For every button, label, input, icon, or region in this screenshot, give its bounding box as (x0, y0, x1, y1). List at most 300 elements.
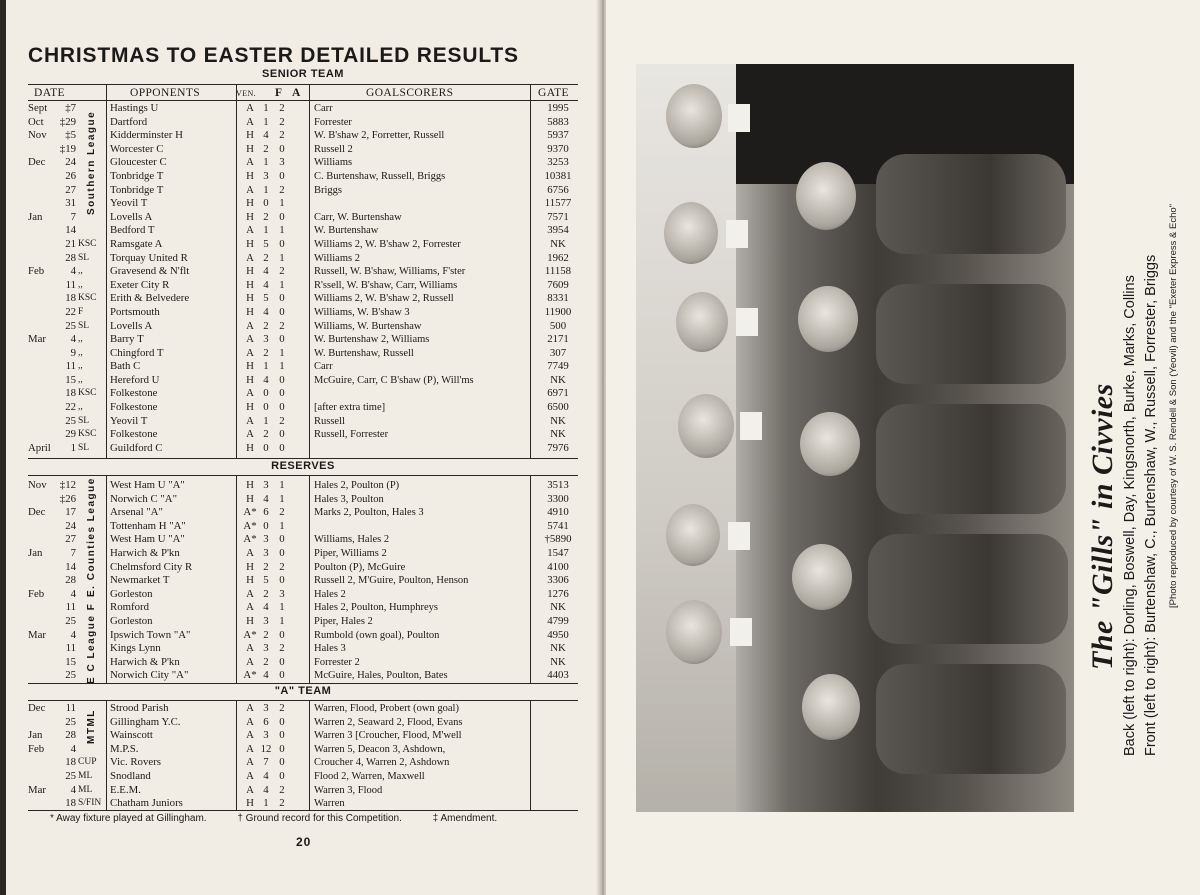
opponent: Harwich & P'kn (110, 655, 180, 668)
gate: 3306 (547, 574, 569, 587)
player-head (664, 202, 718, 264)
venue: A (246, 319, 254, 332)
goals-against: 0 (279, 546, 285, 559)
gate: 4799 (547, 614, 569, 627)
venue: H (246, 142, 254, 155)
photo-credit: [Photo reproduced by courtesy of W. S. Rendell & Son (Yeovil) and the "Exeter Express & Echo" (1168, 203, 1179, 608)
goals-for: 4 (263, 265, 269, 278)
reserves-heading: RESERVES (271, 460, 335, 472)
player-suit (876, 404, 1066, 514)
goals-for: 0 (263, 441, 269, 454)
goalscorers: Carr (314, 361, 333, 373)
gate: 5883 (547, 115, 569, 128)
date-day: 26 (65, 169, 76, 182)
goalscorers: Williams, Hales 2 (314, 534, 390, 546)
goalscorers: [after extra time] (314, 402, 386, 414)
goals-against: 2 (279, 702, 285, 714)
venue: H (246, 237, 254, 250)
opponent: Folkestone (110, 401, 158, 414)
gate: †5890 (544, 533, 572, 546)
table-top-rule (28, 84, 578, 85)
competition: ,, (78, 279, 83, 290)
goals-for: 3 (263, 614, 269, 627)
competition: ,, (78, 347, 83, 358)
opponent: Gloucester C (110, 156, 167, 169)
goals-for: 4 (263, 373, 269, 386)
result-row (28, 102, 588, 116)
venue: A (246, 769, 254, 782)
goals-against: 2 (279, 265, 285, 278)
goals-for: 6 (263, 506, 269, 519)
col-against: A (292, 87, 301, 99)
goals-for: 1 (263, 414, 269, 427)
result-row (28, 533, 588, 547)
venue: H (246, 614, 254, 627)
competition: CUP (78, 757, 97, 768)
venue: A* (243, 506, 257, 519)
goals-against: 2 (279, 319, 285, 332)
competition: SL (78, 320, 90, 331)
result-row (28, 729, 588, 743)
player-head (676, 292, 728, 352)
result-row (28, 415, 588, 429)
goals-against: 2 (279, 797, 285, 810)
date-day: 28 (65, 251, 76, 264)
shirt-collar (726, 220, 748, 248)
opponent: Gillingham Y.C. (110, 715, 181, 728)
gate: 500 (549, 319, 567, 332)
gate: NK (550, 655, 566, 668)
goalscorers: W. B'shaw 2, Forretter, Russell (314, 130, 445, 142)
date-day: 11 (65, 601, 76, 614)
gate: 1995 (547, 102, 569, 114)
opponent: Bath C (110, 360, 141, 373)
date-day: 4 (70, 783, 76, 796)
gate: 1962 (547, 251, 569, 264)
date-day: 29 (65, 428, 76, 441)
result-row (28, 784, 588, 798)
date-day: 25 (65, 715, 76, 728)
opponent: Norwich City "A" (110, 669, 189, 682)
player-head (796, 162, 856, 230)
date-month: Dec (28, 702, 46, 714)
player-suit (876, 664, 1066, 774)
goalscorers: Warren (314, 798, 345, 810)
goalscorers: Marks 2, Poulton, Hales 3 (314, 507, 424, 519)
goalscorers: Poulton (P), McGuire (314, 561, 406, 573)
date-month: Sept (28, 102, 48, 114)
footnotes (50, 813, 525, 824)
venue: A (246, 346, 254, 359)
gate: 4910 (547, 506, 569, 519)
result-row (28, 211, 588, 225)
competition: KSC (78, 293, 97, 304)
date-day: 25 (65, 614, 76, 627)
senior-rows (28, 102, 588, 455)
goals-against: 2 (279, 129, 285, 142)
shirt-collar (728, 522, 750, 550)
date-month: Nov (28, 479, 47, 491)
goals-for: 1 (263, 102, 269, 114)
competition: ,, (78, 361, 83, 372)
shirt-collar (736, 308, 758, 336)
goals-against: 0 (279, 333, 285, 346)
venue: A (246, 251, 254, 264)
goalscorers: Williams, W. Burtenshaw (314, 320, 422, 332)
date-month: Nov (28, 129, 47, 142)
gate: 7571 (547, 210, 569, 223)
goals-for: 3 (263, 479, 269, 491)
opponent: Tottenham H "A" (110, 519, 186, 532)
gate: 11158 (544, 265, 572, 278)
venue: H (246, 197, 254, 210)
date-day: ‡7 (65, 102, 76, 114)
result-row (28, 561, 588, 575)
goalscorers: Croucher 4, Warren 2, Ashdown (314, 757, 450, 769)
goals-for: 12 (260, 742, 272, 755)
result-row (28, 333, 588, 347)
date-day: 11 (65, 642, 76, 655)
venue: H (246, 441, 254, 454)
shirt-collar (740, 412, 762, 440)
gate: 1547 (547, 546, 569, 559)
opponent: Norwich C "A" (110, 492, 177, 505)
gate: 2171 (547, 333, 569, 346)
player-suit (876, 284, 1066, 384)
goals-against: 2 (279, 414, 285, 427)
result-row (28, 756, 588, 770)
goalscorers: R'ssell, W. B'shaw, Carr, Williams (314, 279, 458, 291)
venue: H (246, 360, 254, 373)
venue: H (246, 492, 254, 505)
date-month: Jan (28, 546, 43, 559)
goals-for: 5 (263, 292, 269, 305)
goals-for: 2 (263, 251, 269, 264)
date-day: 4 (70, 265, 76, 278)
goalscorers: Russell (314, 415, 345, 427)
ec-league-label: E C League F (86, 602, 97, 684)
result-row (28, 156, 588, 170)
date-day: 4 (70, 587, 76, 600)
date-day: 22 (65, 305, 76, 318)
date-day: 18 (65, 756, 76, 769)
date-day: 25 (65, 319, 76, 332)
result-row (28, 629, 588, 643)
gate: NK (550, 373, 566, 386)
goals-for: 4 (263, 278, 269, 291)
date-day: ‡19 (59, 142, 76, 155)
col-goalscorers: GOALSCORERS (366, 87, 454, 99)
reserves-bottom-rule (28, 683, 578, 684)
gate: NK (550, 237, 566, 250)
opponent: Chelmsford City R (110, 560, 193, 573)
result-row (28, 143, 588, 157)
result-row (28, 265, 588, 279)
opponent: Newmarket T (110, 574, 170, 587)
venue: A* (243, 519, 257, 532)
player-suit (876, 154, 1066, 254)
gate: NK (550, 642, 566, 655)
result-row (28, 770, 588, 784)
venue: A (246, 546, 254, 559)
gate: NK (550, 601, 566, 614)
date-day: 17 (65, 506, 76, 519)
opponent: Folkestone (110, 428, 158, 441)
goals-for: 2 (263, 210, 269, 223)
goals-for: 2 (263, 587, 269, 600)
result-row (28, 197, 588, 211)
goals-against: 2 (279, 506, 285, 519)
goalscorers: Williams 2 (314, 252, 360, 264)
date-day: 15 (65, 655, 76, 668)
goals-against: 0 (279, 401, 285, 414)
goals-for: 7 (263, 756, 269, 769)
opponent: Chatham Juniors (110, 797, 183, 810)
date-month: Jan (28, 729, 43, 742)
goals-for: 1 (263, 156, 269, 169)
goals-for: 2 (263, 628, 269, 641)
goals-for: 2 (263, 655, 269, 668)
venue: H (246, 210, 254, 223)
gate: 6971 (547, 387, 569, 400)
result-row (28, 401, 588, 415)
result-row (28, 574, 588, 588)
opponent: Wainscott (110, 729, 153, 742)
goals-against: 1 (279, 346, 285, 359)
goalscorers: Warren 3 [Croucher, Flood, M'well (314, 730, 462, 742)
goals-against: 0 (279, 428, 285, 441)
goals-against: 0 (279, 574, 285, 587)
venue: A (246, 601, 254, 614)
goalscorers: Warren 3, Flood (314, 784, 383, 796)
date-month: Jan (28, 210, 43, 223)
goalscorers: Hales 2 (314, 588, 346, 600)
col-gate: GATE (538, 87, 569, 99)
page-number: 20 (296, 835, 312, 849)
goals-against: 0 (279, 769, 285, 782)
result-row (28, 428, 588, 442)
goals-for: 1 (263, 360, 269, 373)
date-day: 4 (70, 628, 76, 641)
goalscorers: Russell, W. B'shaw, Williams, F'ster (314, 266, 466, 278)
competition: SL (78, 442, 90, 453)
venue: A (246, 115, 254, 128)
date-day: 28 (65, 729, 76, 742)
goals-for: 3 (263, 729, 269, 742)
venue: A (246, 156, 254, 169)
result-row (28, 292, 588, 306)
venue: A (246, 715, 254, 728)
result-row (28, 642, 588, 656)
date-day: 7 (70, 210, 76, 223)
goals-for: 1 (263, 183, 269, 196)
goals-against: 0 (279, 169, 285, 182)
result-row (28, 347, 588, 361)
venue: A (246, 587, 254, 600)
goalscorers: Williams, W. B'shaw 3 (314, 306, 410, 318)
goalscorers: Piper, Hales 2 (314, 615, 373, 627)
opponent: Erith & Belvedere (110, 292, 190, 305)
competition: SL (78, 252, 90, 263)
opponent: Barry T (110, 333, 144, 346)
date-day: 11 (65, 278, 76, 291)
date-day: 24 (65, 519, 76, 532)
player-head (792, 544, 852, 610)
goalscorers: McGuire, Hales, Poulton, Bates (314, 670, 448, 682)
date-day: 28 (65, 574, 76, 587)
date-day: 31 (65, 197, 76, 210)
goalscorers: Briggs (314, 184, 343, 196)
venue: H (246, 305, 254, 318)
competition: ,, (78, 266, 83, 277)
venue: A (246, 387, 254, 400)
goalscorers: C. Burtenshaw, Russell, Briggs (314, 170, 446, 182)
gate: 6756 (547, 183, 569, 196)
date-month: April (28, 441, 51, 454)
goals-for: 3 (263, 169, 269, 182)
date-day: 15 (65, 373, 76, 386)
result-row (28, 588, 588, 602)
date-day: 27 (65, 183, 76, 196)
goalscorers: Flood 2, Warren, Maxwell (314, 770, 425, 782)
goals-against: 1 (279, 479, 285, 491)
goals-against: 0 (279, 729, 285, 742)
goalscorers: Carr (314, 103, 333, 114)
shirt-collar (728, 104, 750, 132)
venue: A (246, 642, 254, 655)
date-day: 18 (65, 797, 76, 810)
goals-against: 0 (279, 628, 285, 641)
date-month: Dec (28, 506, 46, 519)
opponent: Folkestone (110, 387, 158, 400)
goals-for: 0 (263, 519, 269, 532)
footnote-away: * Away fixture played at Gillingham. (50, 813, 207, 824)
goals-against: 0 (279, 756, 285, 769)
player-head (666, 84, 722, 148)
goals-for: 5 (263, 237, 269, 250)
opponent: Gorleston (110, 614, 153, 627)
opponent: Ipswich Town "A" (110, 628, 191, 641)
goals-against: 0 (279, 237, 285, 250)
date-month: Feb (28, 587, 45, 600)
result-row (28, 279, 588, 293)
date-day: 22 (65, 401, 76, 414)
senior-bottom-rule (28, 458, 578, 459)
senior-team-heading: SENIOR TEAM (262, 68, 344, 80)
opponent: Gorleston (110, 587, 153, 600)
venue: A (246, 414, 254, 427)
opponent: Dartford (110, 115, 148, 128)
reserves-top-rule (28, 475, 578, 476)
result-row (28, 116, 588, 130)
table-bottom-rule (28, 810, 578, 811)
result-row (28, 601, 588, 615)
venue: A (246, 756, 254, 769)
venue: A (246, 729, 254, 742)
date-day: 14 (65, 224, 76, 237)
result-row (28, 374, 588, 388)
date-month: Mar (28, 628, 46, 641)
opponent: Tonbridge T (110, 183, 164, 196)
venue: A (246, 333, 254, 346)
a-team-top-rule (28, 700, 578, 701)
col-for: F (275, 87, 283, 99)
photo-caption-title: The "Gills" in Civvies (1086, 383, 1119, 670)
goals-against: 0 (279, 669, 285, 682)
goals-against: 1 (279, 224, 285, 237)
goalscorers: Warren, Flood, Probert (own goal) (314, 703, 459, 714)
player-head (800, 412, 860, 476)
goals-against: 2 (279, 115, 285, 128)
competition: ,, (78, 402, 83, 413)
goals-against: 0 (279, 533, 285, 546)
venue: A (246, 783, 254, 796)
opponent: Strood Parish (110, 702, 169, 714)
shirt-collar (730, 618, 752, 646)
goals-for: 4 (263, 129, 269, 142)
date-month: Feb (28, 742, 45, 755)
date-day: 25 (65, 769, 76, 782)
goalscorers: W. Burtenshaw, Russell (314, 347, 414, 359)
date-day: 11 (65, 360, 76, 373)
date-day: 24 (65, 156, 76, 169)
goals-against: 1 (279, 251, 285, 264)
gate: 3253 (547, 156, 569, 169)
footnote-record: † Ground record for this Competition. (237, 813, 402, 824)
gate: 7609 (547, 278, 569, 291)
opponent: Arsenal "A" (110, 506, 163, 519)
date-month: Oct (28, 115, 44, 128)
goals-for: 4 (263, 669, 269, 682)
result-row (28, 360, 588, 374)
goals-for: 4 (263, 783, 269, 796)
opponent: Harwich & P'kn (110, 546, 180, 559)
goals-for: 4 (263, 769, 269, 782)
footnote-amendment: ‡ Amendment. (432, 813, 498, 824)
result-row (28, 442, 588, 456)
player-head (798, 286, 858, 352)
competition: ML (78, 784, 93, 795)
e-counties-label: E. Counties League (86, 477, 97, 597)
date-day: 9 (70, 346, 76, 359)
venue: H (246, 169, 254, 182)
date-day: 27 (65, 533, 76, 546)
result-row (28, 520, 588, 534)
goalscorers: Carr, W. Burtenshaw (314, 211, 402, 223)
result-row (28, 615, 588, 629)
gate: NK (550, 428, 566, 441)
player-head (666, 600, 722, 664)
date-day: 11 (65, 702, 76, 714)
date-day: 14 (65, 560, 76, 573)
goalscorers: McGuire, Carr, C B'shaw (P), Will'ms (314, 374, 474, 386)
goals-against: 0 (279, 292, 285, 305)
gate: 11900 (544, 305, 572, 318)
opponent: Lovells A (110, 319, 153, 332)
date-day: 4 (70, 742, 76, 755)
goalscorers: Williams (314, 157, 353, 169)
goals-for: 0 (263, 387, 269, 400)
gate: 10381 (544, 169, 572, 182)
competition: F (78, 306, 84, 317)
gate: 7976 (547, 441, 569, 454)
competition: KSC (78, 388, 97, 399)
goals-against: 1 (279, 601, 285, 614)
player-suit (868, 534, 1068, 644)
goals-for: 0 (263, 197, 269, 210)
result-row (28, 656, 588, 670)
gate: 11577 (544, 197, 572, 210)
